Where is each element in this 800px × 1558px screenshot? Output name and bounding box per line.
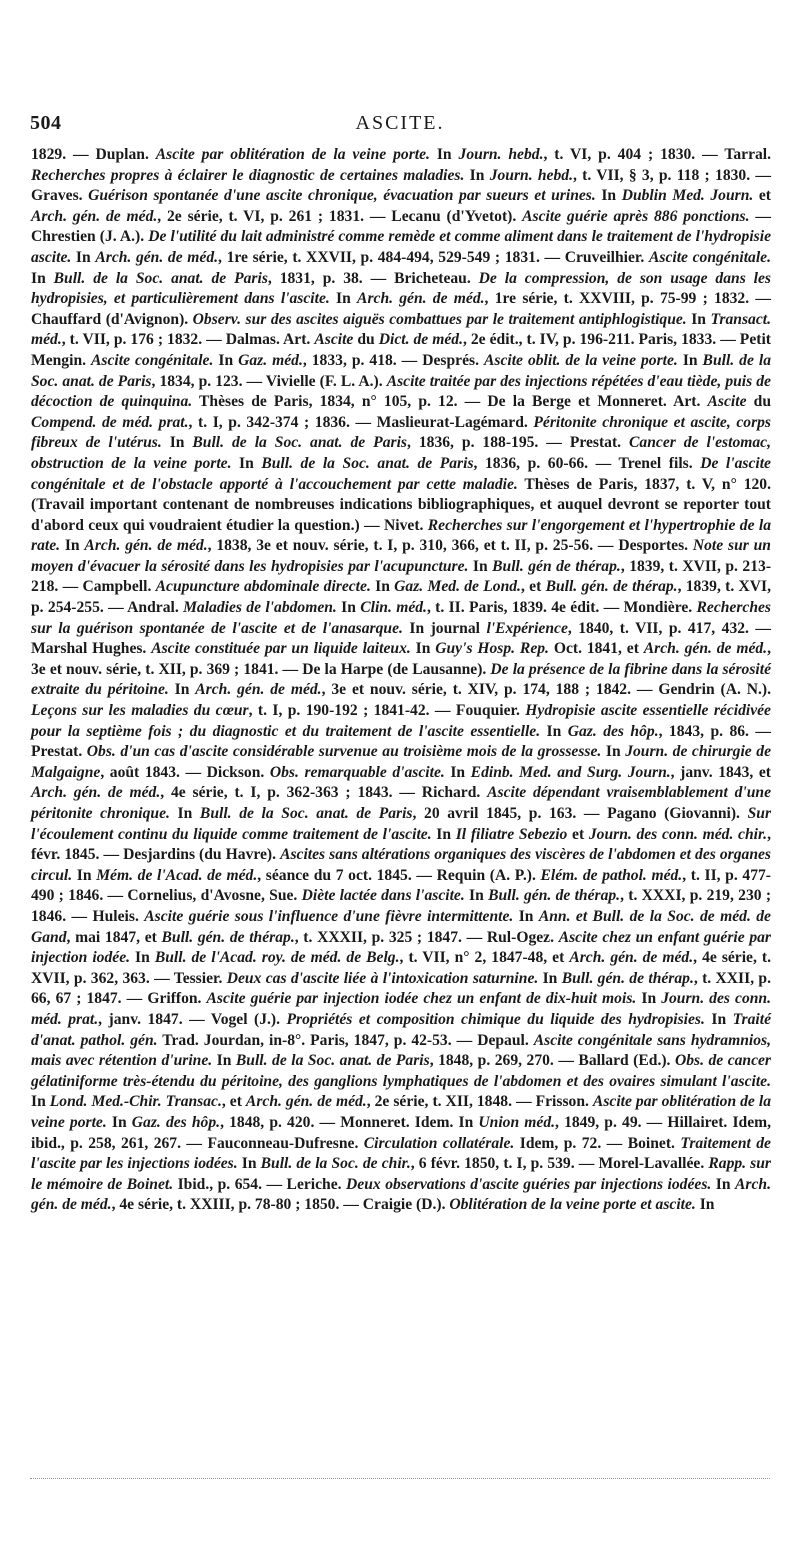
title-segment: Traité d'anat. pathol. gén. <box>31 1010 772 1049</box>
title-segment: Leçons sur les maladies du cœur <box>31 702 249 720</box>
text-segment: — Chrestien (J. A.). <box>31 207 771 246</box>
text-segment: , et <box>221 1093 246 1111</box>
text-segment: In <box>677 351 703 369</box>
title-segment: Ascite chez un enfant guérie par injection iodée. <box>31 928 771 967</box>
text-segment: , 2e édit., t. IV, p. 196-211. Paris, 1833. — Petit Mengin. <box>31 331 771 369</box>
title-segment: Circulation collatérale. <box>363 1134 515 1152</box>
text-segment: , 4e série, t. XXIII, p. 78-80 ; 1850. — Craigie (D.). <box>111 1196 450 1214</box>
title-segment: Bull. de la Soc. de chir. <box>260 1155 411 1173</box>
text-segment: In <box>464 887 489 905</box>
text-segment: In <box>636 990 662 1008</box>
title-segment: Mém. de l'Acad. de méd. <box>96 866 258 884</box>
title-segment: Arch. gén. de méd. <box>31 784 161 802</box>
text-segment: , 1833, p. 418. — Després. <box>302 351 484 369</box>
text-segment: Idem, p. 72. — Boinet. <box>514 1134 681 1152</box>
text-segment: In <box>329 290 358 308</box>
page-header <box>30 112 770 142</box>
title-segment: Ascite guérie sous l'influence d'une fièvre intermittente. <box>144 907 514 925</box>
text-segment: , t. XXII, p. 66, 67 ; 1847. — Griffon. <box>31 969 772 1008</box>
text-segment: In <box>695 1196 715 1214</box>
title-segment: Guérison spontanée d'une ascite chronique, évacuation par sueurs et urines. <box>88 187 596 205</box>
title-segment: Arch. gén. de méd. <box>195 681 322 699</box>
title-segment: Rapp. sur le mémoire de Boinet. <box>31 1155 771 1193</box>
text-segment: , 20 avril 1845, p. 163. — Pagano (Giovanni). <box>412 805 748 822</box>
text-segment: In <box>72 866 97 884</box>
text-segment: In <box>468 557 493 575</box>
title-segment: Bull. de la Soc. anat. de Paris <box>235 1052 430 1070</box>
title-segment: Arch. gén. de méd. <box>31 207 158 225</box>
text-segment: , 1834, p. 123. — Vivielle (F. L. A.). <box>151 372 387 390</box>
text-segment: In <box>513 907 539 925</box>
title-segment: Bull. gén. de thérap. <box>545 578 678 596</box>
title-segment: Arch. gén. de méd. <box>569 949 694 967</box>
title-segment: Dublin Med. Journ. <box>621 187 754 205</box>
title-segment: Gaz. méd. <box>238 351 303 369</box>
text-segment: In <box>168 681 196 699</box>
text-segment: Oct. 1841, et <box>548 640 644 658</box>
title-segment: Cancer de l'estomac, obstruction de la veine porte. <box>31 434 771 472</box>
title-segment: Arch. gén. de méd. <box>357 290 485 308</box>
title-segment: Arch. gén. de méd. <box>31 1175 771 1214</box>
title-segment: Recherches propres à éclairer le diagnostic de certaines maladies. <box>31 166 465 184</box>
text-segment: , et <box>520 578 546 596</box>
title-segment: Ascite dépendant vraisemblablement d'une péritonite chronique. <box>31 784 772 822</box>
text-segment: , t. VI, p. 404 ; 1830. — Tarral. <box>543 146 772 163</box>
title-segment: Note sur un moyen d'évacuer la sérosité dans les hydropisies par l'acupuncture. <box>31 537 771 575</box>
title-segment: Deux cas d'ascite liée à l'intoxication saturnine. <box>226 969 539 987</box>
title-segment: De la présence de la fibrine dans la sérosité extraite du péritoine. <box>31 660 771 699</box>
title-segment: De l'utilité du lait administré comme remède et comme aliment dans le traitement de l'hydropisie ascite. <box>31 228 771 266</box>
title-segment: Bull. gén. de thérap. <box>161 928 295 946</box>
title-segment: Ascite congénitale sans hydramnios, mais avec rétention d'urine. <box>31 1031 771 1070</box>
title-segment: Arch. gén. de méd. <box>245 1093 367 1111</box>
text-segment: In <box>161 434 193 452</box>
text-segment: , t. VII, n° 2, 1847-48, et <box>399 949 570 967</box>
text-segment: , 3e et nouv. série, t. XII, p. 369 ; 1841. — De la Harpe (de Lausanne). <box>31 640 771 678</box>
title-segment: Péritonite chronique et ascite, corps fibreux de l'utérus. <box>31 413 771 452</box>
text-segment: , 2e série, t. XII, 1848. — Frisson. <box>366 1093 593 1111</box>
text-segment: , t. VII, § 3, p. 118 ; 1830. — Graves. <box>31 166 771 205</box>
text-segment: In <box>540 722 568 740</box>
title-segment: Ascite par oblitération de la veine porte. <box>155 146 430 163</box>
title-segment: Bull. de la Soc. anat. de Paris <box>53 269 268 287</box>
title-segment: Ascite guérie par injection iodée chez un enfant de dix-huit mois. <box>206 990 637 1008</box>
title-segment: Lond. Med.-Chir. Transac. <box>49 1093 222 1111</box>
text-segment: , 4e série, t. I, p. 362-363 ; 1843. — Richard. <box>160 784 488 802</box>
bibliography-text <box>31 145 771 1216</box>
title-segment: Oblitération de la veine porte et ascite. <box>449 1196 696 1214</box>
text-segment: , 1re série, t. XXVIII, p. 75-99 ; 1832. — Chauffard (d'Avignon). <box>31 290 771 328</box>
text-segment: Thèses de Paris, 1837, t. V, n° 120. (Travail important contenant de nombreuses indications bibliographiques, et auquel devront se reporter tout d'abord ceux qui voudraient étudier la question.) — Nivet. <box>31 475 772 534</box>
text-segment: In <box>410 640 436 658</box>
title-segment: Bull. gén de thérap. <box>492 557 621 575</box>
title-segment: Elém. de pathol. méd. <box>540 866 683 884</box>
text-segment: 1829. — Duplan. <box>31 146 156 163</box>
title-segment: Clin. méd. <box>360 599 427 617</box>
page-number: 504 <box>30 112 62 134</box>
title-segment: Il filiatre Sebezio <box>455 825 568 843</box>
text-segment: In <box>429 146 459 163</box>
text-segment: , 1836, p. 188-195. — Prestat. <box>406 434 630 452</box>
title-segment: Ascite <box>314 331 354 349</box>
text-segment: In <box>431 825 456 843</box>
text-segment: , 1838, 3e et nouv. série, t. I, p. 310, 366, et t. II, p. 25-56. — Desportes. <box>207 537 693 555</box>
text-segment: du <box>353 331 379 349</box>
text-segment: In <box>444 763 471 781</box>
title-segment: Obs. de cancer gélatiniforme très-étendu du péritoine, des ganglions lymphatiques de l'abdomen et des ovaires simulant l'ascite. <box>31 1052 772 1090</box>
title-segment: Union méd. <box>478 1113 556 1131</box>
title-segment: Bull. de l'Acad. roy. de méd. de Belg. <box>154 949 400 967</box>
text-segment: et <box>567 825 589 843</box>
title-segment: Traitement de l'ascite par les injections iodées. <box>31 1134 771 1173</box>
text-segment: , mai 1847, et <box>66 928 162 946</box>
text-segment: In <box>704 1010 733 1028</box>
text-segment: , t. II, p. 477-490 ; 1846. — Cornelius, d'Avosne, Sue. <box>31 866 771 905</box>
title-segment: Bull. de la Soc. anat. de Paris <box>199 805 413 822</box>
text-segment: In <box>595 187 622 205</box>
title-segment: Edinb. Med. and Surg. Journ. <box>470 763 671 781</box>
text-segment: , 4e série, t. XVII, p. 362, 363. — Tessier. <box>31 949 772 987</box>
text-segment: In <box>237 1155 261 1173</box>
text-segment: In <box>686 310 711 328</box>
text-segment: , 1re série, t. XXVII, p. 484-494, 529-549 ; 1831. — Cruveilhier. <box>218 248 649 266</box>
text-segment: , 1849, p. 49. — Hillairet. Idem, ibid., p. 258, 261, 267. — Fauconneau-Dufresne. <box>31 1113 772 1152</box>
text-segment: , t. I, p. 342-374 ; 1836. — Maslieurat-Lagémard. <box>188 413 534 431</box>
title-segment: Observ. sur des ascites aiguës combattues par le traitement antiphlogistique. <box>192 310 687 328</box>
title-segment: Ascite oblit. de la veine porte. <box>483 351 678 369</box>
title-segment: Bull. de la Soc. anat. de Paris <box>261 454 474 472</box>
text-segment: , 6 févr. 1850, t. I, p. 539. — Morel-Lavallée. <box>410 1155 709 1173</box>
title-segment: Diète lactée dans l'ascite. <box>301 887 465 905</box>
text-segment: In <box>213 351 239 369</box>
title-segment: De l'ascite congénitale et de l'obstacle apporté à l'accouchement par cette maladie. <box>31 454 771 493</box>
title-segment: Journ. de chirurgie de Malgaigne <box>31 743 771 781</box>
title-segment: Ascite par oblitération de la veine porte. <box>31 1093 772 1131</box>
title-segment: Journ. hebd. <box>489 166 573 184</box>
text-segment: In <box>711 1175 736 1193</box>
title-segment: Recherches sur l'engorgement et l'hypertrophie de la rate. <box>31 516 772 555</box>
text-segment: , t. XXXII, p. 325 ; 1847. — Rul-Ogez. <box>294 928 559 946</box>
title-segment: Obs. remarquable d'ascite. <box>269 763 445 781</box>
title-segment: Guy's Hosp. Rep. <box>435 640 549 658</box>
text-segment: In <box>130 949 155 967</box>
title-segment: Arch. gén. de méd. <box>84 537 208 555</box>
title-segment: Journ. des conn. méd. prat. <box>31 990 771 1028</box>
text-segment: , 1848, p. 420. — Monneret. Idem. In <box>220 1113 479 1131</box>
title-segment: De la compression, de son usage dans les hydropisies, et particulièrement dans l'ascite. <box>31 269 772 308</box>
title-segment: Bull. gén. de thérap. <box>561 969 694 987</box>
text-segment: In <box>71 248 96 266</box>
text-segment: In <box>212 1052 236 1070</box>
text-segment: et <box>753 187 771 205</box>
title-segment: Dict. de méd. <box>378 331 463 349</box>
text-segment: , séance du 7 oct. 1845. — Requin (A. P.). <box>257 866 541 884</box>
title-segment: Ascites sans altérations organiques des viscères de l'abdomen et des organes circul. <box>31 846 771 884</box>
title-segment: Bull. de la Soc. anat. de Paris <box>31 351 772 390</box>
text-segment: , janv. 1843, et <box>670 763 771 781</box>
text-segment: , 1831, p. 38. — Bricheteau. <box>267 269 479 287</box>
title-segment: Arch. gén. de méd. <box>95 248 219 266</box>
text-segment: In <box>31 1093 50 1111</box>
text-segment: , 1839, t. XVI, p. 254-255. — Andral. <box>31 578 771 617</box>
text-segment: Ibid., p. 654. — Leriche. <box>173 1175 347 1193</box>
text-segment: , t. I, p. 190-192 ; 1841-42. — Fouquier. <box>248 702 526 720</box>
text-segment: In <box>106 1113 132 1131</box>
text-segment: Thèses de Paris, 1834, n° 105, p. 12. — De la Berge et Monneret. Art. <box>192 393 708 411</box>
text-segment: In <box>464 166 490 184</box>
text-segment: In <box>370 578 395 596</box>
title-segment: Bull. gén. de thérap. <box>488 887 621 905</box>
title-segment: Compend. de méd. prat. <box>31 413 189 431</box>
text-segment: , t. II. Paris, 1839. 4e édit. — Mondière. <box>426 599 697 617</box>
text-segment: , t. XXXI, p. 219, 230 ; 1846. — Huleis. <box>31 887 772 925</box>
title-segment: Ascite constituée par un liquide laiteux. <box>151 640 411 658</box>
text-segment: , 3e et nouv. série, t. XIV, p. 174, 188 ; 1842. — Gendrin (A. N.). <box>321 681 771 699</box>
title-segment: Acupuncture abdominale directe. <box>155 578 371 596</box>
title-segment: Ascite congénitale. <box>648 248 771 266</box>
text-segment: , févr. 1845. — Desjardins (du Havre). <box>31 825 771 864</box>
text-segment: In <box>231 454 262 472</box>
title-segment: Ascite guérie après 886 ponctions. <box>522 207 750 225</box>
text-segment: In <box>31 269 54 287</box>
text-segment: In <box>601 743 626 761</box>
text-segment: , 1836, p. 60-66. — Trenel fils. <box>473 454 701 472</box>
text-segment: , 1839, t. XVII, p. 213-218. — Campbell. <box>31 557 772 596</box>
title-segment: Hydropisie ascite essentielle récidivée pour la septième fois ; du diagnostic et du traitement de l'ascite essentielle. <box>31 702 771 740</box>
text-segment: , 2e série, t. VI, p. 261 ; 1831. — Lecanu (d'Yvetot). <box>157 207 523 225</box>
title-segment: Journ. des conn. méd. chir. <box>588 825 768 843</box>
text-segment: , 1840, t. VII, p. 417, 432. — Marshal Hughes. <box>31 619 772 658</box>
title-segment: Transact. méd. <box>31 310 771 349</box>
title-segment: Ascite congénitale. <box>91 351 214 369</box>
title-segment: Ann. et Bull. de la Soc. de méd. de Gand <box>31 907 771 946</box>
title-segment: Deux observations d'ascite guéries par injections iodées. <box>346 1175 712 1193</box>
title-segment: l'Expérience <box>486 619 568 637</box>
text-segment: In <box>169 805 200 822</box>
text-segment: , 1848, p. 269, 270. — Ballard (Ed.). <box>429 1052 675 1070</box>
text-segment: In <box>60 537 85 555</box>
text-segment: , janv. 1847. — Vogel (J.). <box>98 1010 287 1028</box>
title-segment: Sur l'écoulement continu du liquide comme traitement de l'ascite. <box>31 805 772 843</box>
title-segment: Ascite <box>707 393 747 411</box>
title-segment: Recherches sur la guérison spontanée de l'ascite et de l'anasarque. <box>31 599 771 637</box>
title-segment: Bull. de la Soc. anat. de Paris <box>192 434 407 452</box>
title-segment: Arch. gén. de méd. <box>643 640 768 658</box>
text-segment: In <box>538 969 562 987</box>
text-segment: In <box>336 599 361 617</box>
running-title: ASCITE. <box>355 112 445 134</box>
text-segment: , t. VII, p. 176 ; 1832. — Dalmas. Art. <box>61 331 315 349</box>
title-segment: Ascite traitée par des injections répétées d'eau tiède, puis de décoction de quinquina. <box>31 372 771 411</box>
title-segment: Journ. hebd. <box>458 146 544 163</box>
text-segment: In journal <box>402 619 487 637</box>
text-segment: du <box>746 393 771 411</box>
text-segment: , 1843, p. 86. — Prestat. <box>31 722 771 761</box>
title-segment: Gaz. des hôp. <box>131 1113 221 1131</box>
title-segment: Propriétés et composition chimique du liquide des hydropisies. <box>286 1010 705 1028</box>
title-segment: Maladies de l'abdomen. <box>183 599 337 617</box>
text-segment: Trad. Jourdan, in-8°. Paris, 1847, p. 42-53. — Depaul. <box>157 1031 534 1049</box>
title-segment: Gaz. des hôp. <box>567 722 659 740</box>
title-segment: Obs. d'un cas d'ascite considérable survenue au troisième mois de la grossesse. <box>86 743 602 761</box>
text-segment: , août 1843. — Dickson. <box>100 763 270 781</box>
title-segment: Gaz. Med. de Lond. <box>394 578 521 596</box>
bottom-dotted-rule <box>30 1478 770 1479</box>
